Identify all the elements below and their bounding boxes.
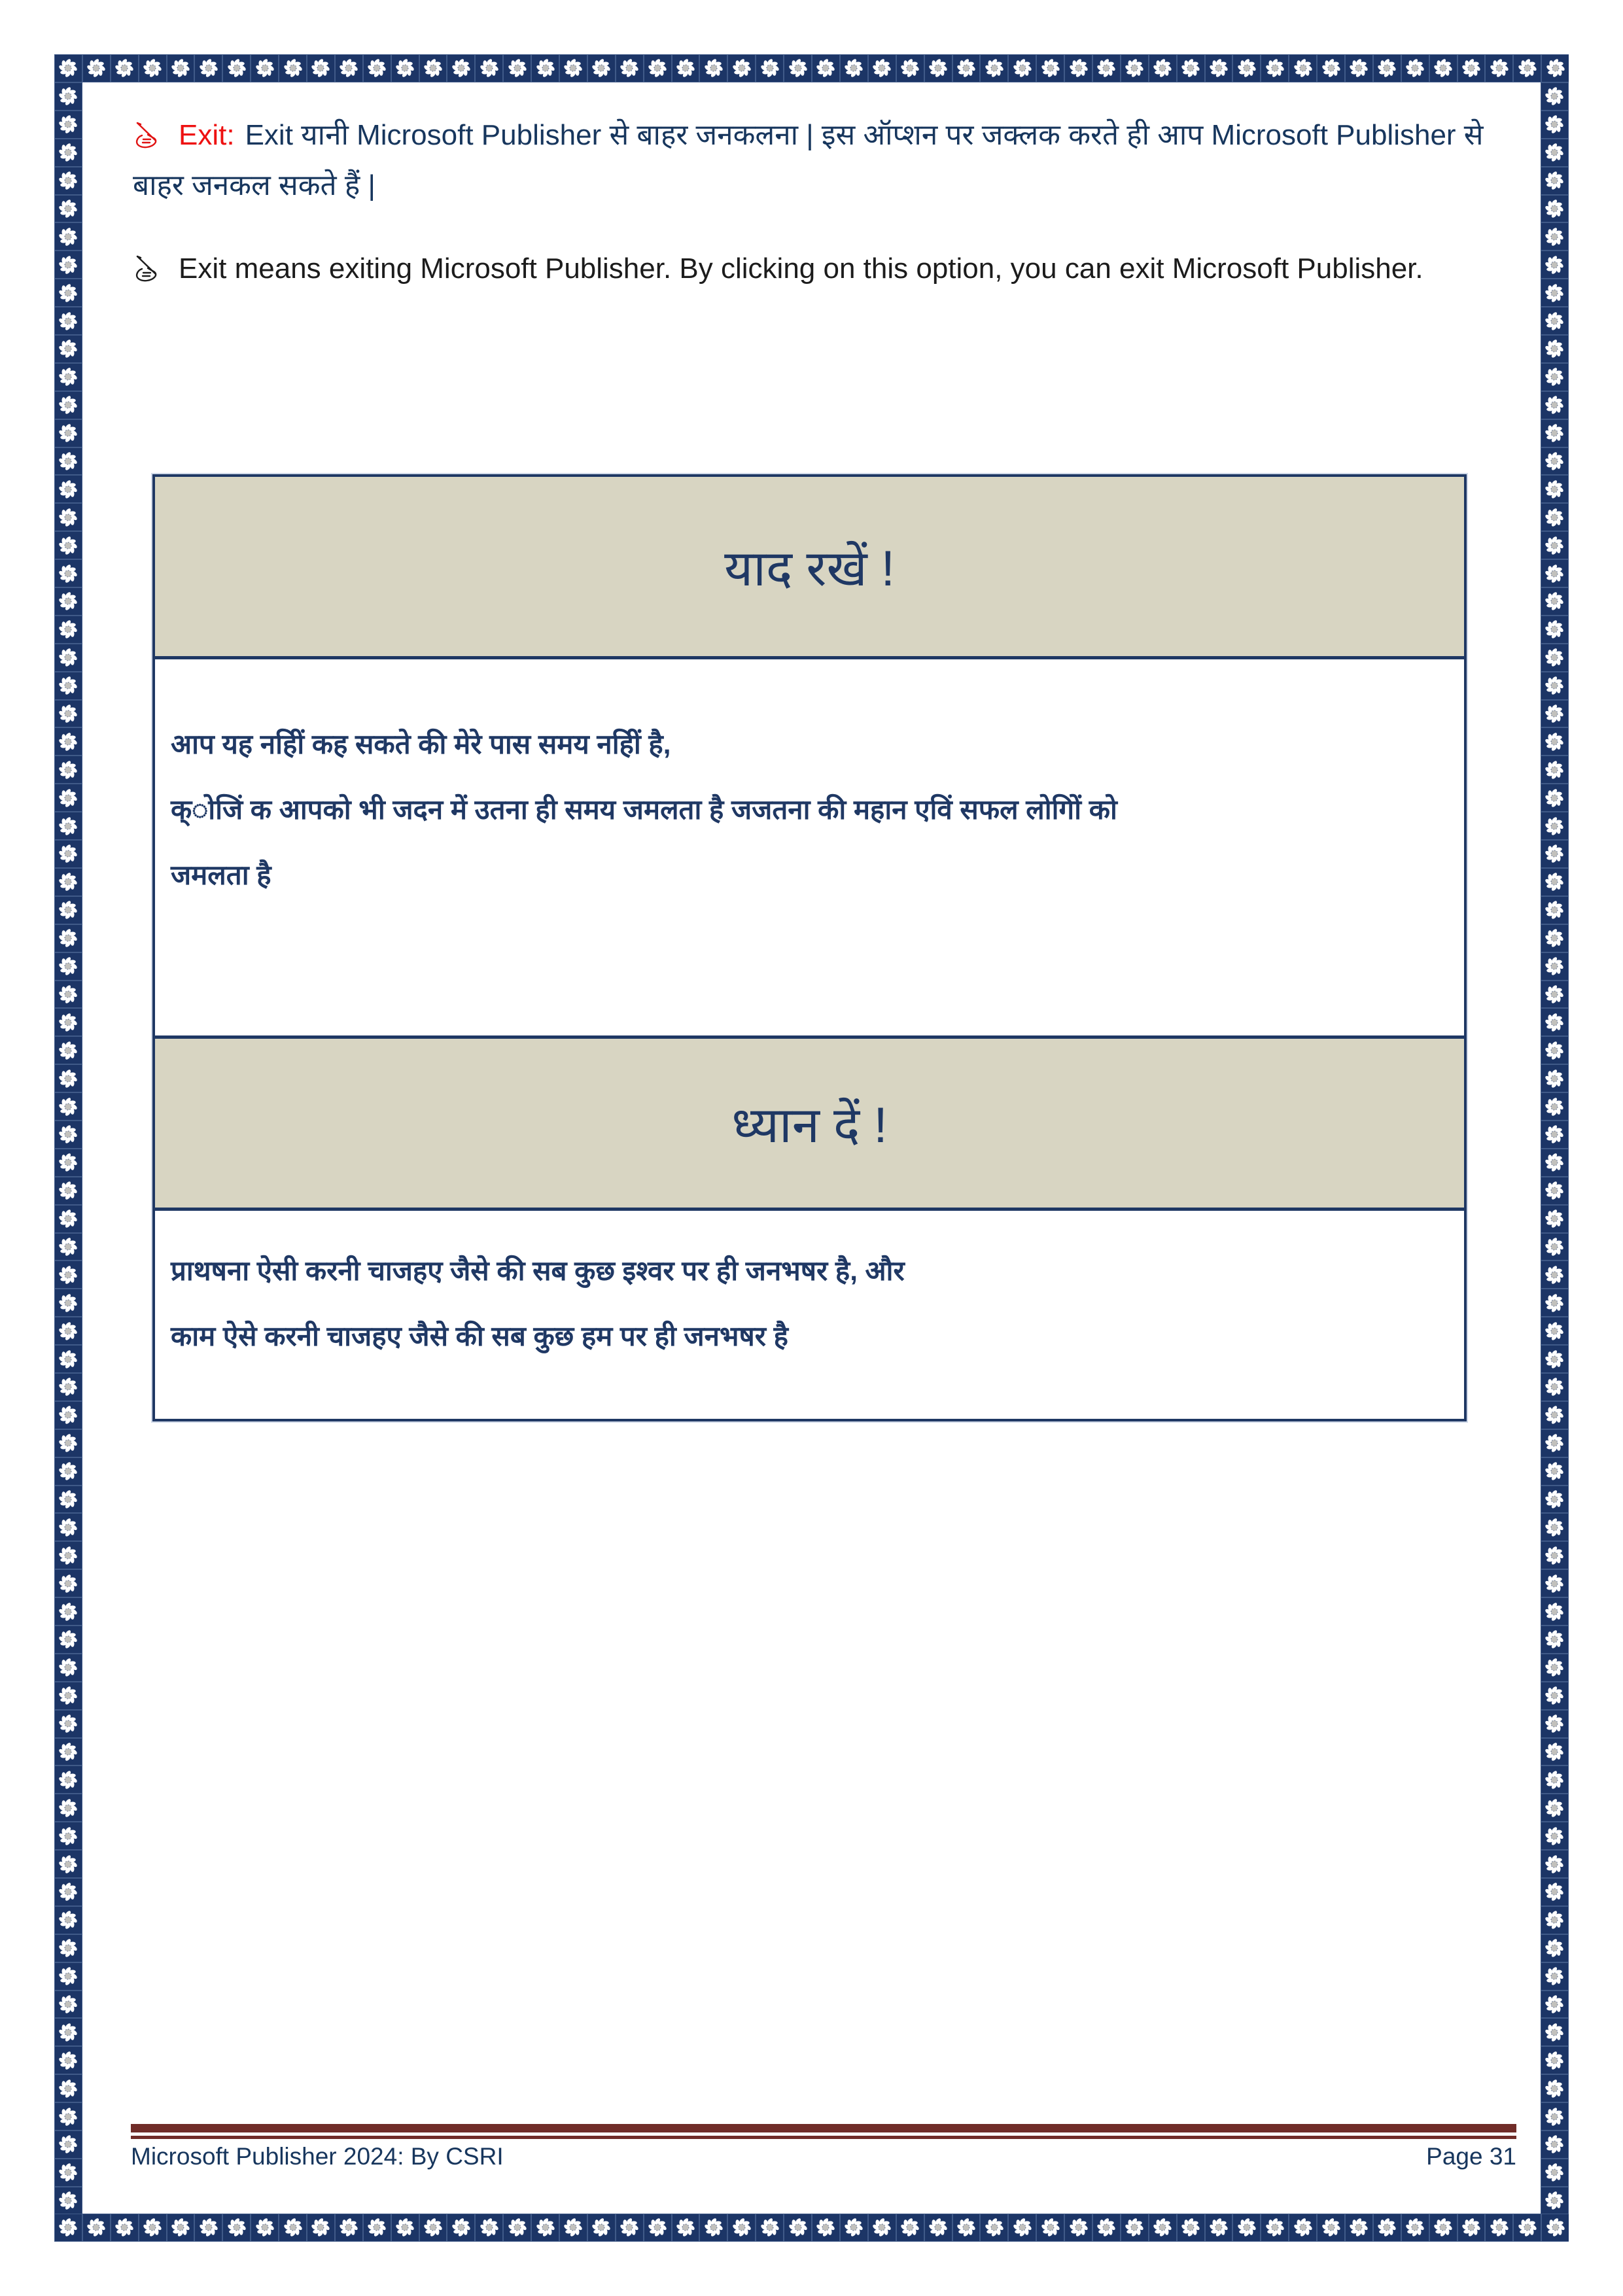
pinwheel-flower-icon: [54, 1177, 82, 1205]
pinwheel-flower-icon: [1541, 2214, 1569, 2242]
pinwheel-flower-icon: [980, 54, 1008, 82]
pinwheel-flower-icon: [82, 2214, 111, 2242]
pinwheel-flower-icon: [1541, 1429, 1569, 1457]
attention-line: काम ऐसे करनी चाजहए जैसे की सब कुछ हम पर ही जनभषर है: [171, 1321, 788, 1351]
pinwheel-flower-icon: [1541, 335, 1569, 363]
pinwheel-flower-icon: [54, 1261, 82, 1289]
pinwheel-flower-icon: [447, 2214, 475, 2242]
pinwheel-flower-icon: [1541, 1261, 1569, 1289]
pinwheel-flower-icon: [1541, 672, 1569, 700]
pinwheel-flower-icon: [1092, 2214, 1121, 2242]
pinwheel-flower-icon: [980, 2214, 1008, 2242]
pinwheel-flower-icon: [54, 1962, 82, 1991]
pinwheel-flower-icon: [139, 54, 167, 82]
pinwheel-flower-icon: [672, 54, 700, 82]
pinwheel-flower-icon: [54, 1906, 82, 1934]
exit-paragraph-hindi: [133, 110, 1507, 211]
footer-rule: [131, 2124, 1516, 2139]
pinwheel-flower-icon: [840, 2214, 868, 2242]
pinwheel-flower-icon: [1541, 1289, 1569, 1317]
pinwheel-flower-icon: [1541, 2018, 1569, 2046]
pinwheel-flower-icon: [111, 2214, 139, 2242]
attention-body: [155, 1211, 1464, 1419]
pinwheel-flower-icon: [1541, 1457, 1569, 1486]
pinwheel-flower-icon: [1036, 2214, 1064, 2242]
footer-left-text: Microsoft Publisher 2024: By CSRI: [131, 2143, 504, 2170]
pinwheel-flower-icon: [54, 812, 82, 840]
pinwheel-flower-icon: [54, 1822, 82, 1850]
pinwheel-flower-icon: [54, 1064, 82, 1092]
pinwheel-flower-icon: [54, 1092, 82, 1121]
pinwheel-flower-icon: [1008, 2214, 1036, 2242]
pinwheel-flower-icon: [1373, 2214, 1401, 2242]
pinwheel-flower-icon: [54, 475, 82, 503]
pinwheel-flower-icon: [1541, 868, 1569, 896]
pinwheel-flower-icon: [1541, 391, 1569, 419]
pinwheel-flower-icon: [1149, 54, 1177, 82]
pinwheel-flower-icon: [54, 1317, 82, 1345]
remember-line: जमलता है: [171, 860, 271, 890]
pinwheel-flower-icon: [475, 2214, 503, 2242]
pinwheel-flower-icon: [54, 1205, 82, 1233]
pinwheel-flower-icon: [1261, 54, 1289, 82]
pinwheel-flower-icon: [54, 1597, 82, 1626]
pinwheel-flower-icon: [1121, 54, 1149, 82]
pinwheel-flower-icon: [699, 54, 727, 82]
pinwheel-flower-icon: [1317, 54, 1345, 82]
pinwheel-flower-icon: [1541, 587, 1569, 616]
pinwheel-flower-icon: [1485, 54, 1513, 82]
pinwheel-flower-icon: [54, 1401, 82, 1429]
pinwheel-flower-icon: [54, 2131, 82, 2159]
pinwheel-flower-icon: [222, 2214, 251, 2242]
pinwheel-flower-icon: [1008, 54, 1036, 82]
pinwheel-flower-icon: [1541, 1626, 1569, 1654]
pinwheel-flower-icon: [1541, 1710, 1569, 1738]
pinwheel-flower-icon: [54, 1682, 82, 1710]
pinwheel-flower-icon: [812, 54, 840, 82]
writing-hand-icon: [133, 253, 169, 283]
pinwheel-flower-icon: [1541, 952, 1569, 981]
pinwheel-flower-icon: [531, 54, 559, 82]
pinwheel-flower-icon: [1541, 1541, 1569, 1569]
page-footer: [131, 2143, 1516, 2170]
pinwheel-flower-icon: [54, 391, 82, 419]
pinwheel-flower-icon: [1457, 54, 1486, 82]
pinwheel-flower-icon: [54, 840, 82, 868]
pinwheel-flower-icon: [54, 2102, 82, 2131]
pinwheel-flower-icon: [616, 54, 644, 82]
pinwheel-flower-icon: [1064, 2214, 1092, 2242]
remember-line: क्ोजिं क आपको भी जदन में उतना ही समय जमलता है जजतना की महान एविं सफल लोगोिं को: [171, 794, 1117, 825]
pinwheel-flower-icon: [54, 784, 82, 812]
pinwheel-flower-icon: [54, 1149, 82, 1177]
pinwheel-flower-icon: [194, 2214, 222, 2242]
pinwheel-flower-icon: [1541, 111, 1569, 139]
pinwheel-flower-icon: [1541, 1654, 1569, 1682]
pinwheel-flower-icon: [1541, 363, 1569, 391]
pinwheel-flower-icon: [924, 2214, 952, 2242]
pinwheel-flower-icon: [54, 1626, 82, 1654]
pinwheel-flower-icon: [1541, 2187, 1569, 2214]
pinwheel-flower-icon: [54, 503, 82, 531]
pinwheel-flower-icon: [587, 2214, 616, 2242]
pinwheel-flower-icon: [419, 54, 447, 82]
pinwheel-flower-icon: [194, 54, 222, 82]
pinwheel-flower-icon: [54, 1878, 82, 1906]
pinwheel-flower-icon: [1541, 924, 1569, 952]
pinwheel-flower-icon: [54, 2074, 82, 2102]
pinwheel-flower-icon: [251, 2214, 279, 2242]
pinwheel-flower-icon: [868, 54, 896, 82]
ornamental-border-top: [54, 54, 1569, 82]
pinwheel-flower-icon: [54, 307, 82, 335]
pinwheel-flower-icon: [644, 2214, 672, 2242]
pinwheel-flower-icon: [1205, 54, 1233, 82]
pinwheel-flower-icon: [1541, 1569, 1569, 1597]
pinwheel-flower-icon: [1541, 1121, 1569, 1149]
pinwheel-flower-icon: [1541, 896, 1569, 924]
pinwheel-flower-icon: [335, 2214, 363, 2242]
pinwheel-flower-icon: [54, 2187, 82, 2214]
pinwheel-flower-icon: [1541, 1177, 1569, 1205]
pinwheel-flower-icon: [1541, 54, 1569, 82]
pinwheel-flower-icon: [952, 2214, 981, 2242]
pinwheel-flower-icon: [279, 54, 307, 82]
pinwheel-flower-icon: [812, 2214, 840, 2242]
pinwheel-flower-icon: [54, 531, 82, 559]
pinwheel-flower-icon: [54, 1373, 82, 1401]
pinwheel-flower-icon: [475, 54, 503, 82]
pinwheel-flower-icon: [1541, 222, 1569, 251]
pinwheel-flower-icon: [1289, 54, 1317, 82]
pinwheel-flower-icon: [167, 2214, 195, 2242]
pinwheel-flower-icon: [1541, 1991, 1569, 2019]
pinwheel-flower-icon: [952, 54, 981, 82]
pinwheel-flower-icon: [1513, 54, 1541, 82]
remember-line: आप यह नहीिं कह सकते की मेरे पास समय नहीिं है,: [171, 729, 671, 759]
pinwheel-flower-icon: [1541, 616, 1569, 644]
pinwheel-flower-icon: [1457, 2214, 1486, 2242]
pinwheel-flower-icon: [54, 222, 82, 251]
exit-label: Exit:: [179, 119, 235, 151]
pinwheel-flower-icon: [1232, 54, 1261, 82]
pinwheel-flower-icon: [54, 1541, 82, 1569]
pinwheel-flower-icon: [1541, 644, 1569, 672]
pinwheel-flower-icon: [54, 1457, 82, 1486]
pinwheel-flower-icon: [784, 54, 812, 82]
pinwheel-flower-icon: [1541, 1597, 1569, 1626]
attention-header: [155, 1039, 1464, 1211]
pinwheel-flower-icon: [1401, 2214, 1429, 2242]
pinwheel-flower-icon: [1541, 1878, 1569, 1906]
pinwheel-flower-icon: [727, 2214, 756, 2242]
pinwheel-flower-icon: [1541, 2102, 1569, 2131]
pinwheel-flower-icon: [54, 559, 82, 587]
pinwheel-flower-icon: [54, 279, 82, 307]
pinwheel-flower-icon: [307, 54, 335, 82]
pinwheel-flower-icon: [54, 2046, 82, 2074]
exit-paragraph-english-text: Exit means exiting Microsoft Publisher. By clicking on this option, you can exit Microsoft Publisher.: [179, 252, 1423, 285]
remember-title: याद रखें !: [724, 540, 895, 597]
pinwheel-flower-icon: [54, 700, 82, 728]
pinwheel-flower-icon: [54, 1850, 82, 1878]
pinwheel-flower-icon: [1121, 2214, 1149, 2242]
pinwheel-flower-icon: [1485, 2214, 1513, 2242]
pinwheel-flower-icon: [1541, 981, 1569, 1009]
pinwheel-flower-icon: [1064, 54, 1092, 82]
pinwheel-flower-icon: [1541, 1149, 1569, 1177]
pinwheel-flower-icon: [1541, 139, 1569, 167]
pinwheel-flower-icon: [1149, 2214, 1177, 2242]
pinwheel-flower-icon: [391, 54, 419, 82]
ornamental-border-bottom: [54, 2214, 1569, 2242]
pinwheel-flower-icon: [1345, 54, 1373, 82]
pinwheel-flower-icon: [54, 1991, 82, 2019]
pinwheel-flower-icon: [1541, 2046, 1569, 2074]
pinwheel-flower-icon: [54, 195, 82, 223]
pinwheel-flower-icon: [1541, 2159, 1569, 2187]
pinwheel-flower-icon: [1317, 2214, 1345, 2242]
pinwheel-flower-icon: [587, 54, 616, 82]
pinwheel-flower-icon: [54, 1008, 82, 1036]
pinwheel-flower-icon: [1541, 503, 1569, 531]
pinwheel-flower-icon: [54, 1710, 82, 1738]
pinwheel-flower-icon: [1541, 279, 1569, 307]
pinwheel-flower-icon: [54, 587, 82, 616]
pinwheel-flower-icon: [111, 54, 139, 82]
pinwheel-flower-icon: [1541, 1906, 1569, 1934]
pinwheel-flower-icon: [82, 54, 111, 82]
pinwheel-flower-icon: [1177, 2214, 1205, 2242]
pinwheel-flower-icon: [1541, 700, 1569, 728]
ornamental-border-right: [1541, 82, 1569, 2214]
pinwheel-flower-icon: [503, 2214, 531, 2242]
pinwheel-flower-icon: [1541, 1962, 1569, 1991]
pinwheel-flower-icon: [54, 1738, 82, 1766]
pinwheel-flower-icon: [1541, 2074, 1569, 2102]
pinwheel-flower-icon: [1541, 1092, 1569, 1121]
pinwheel-flower-icon: [924, 54, 952, 82]
pinwheel-flower-icon: [1541, 1345, 1569, 1373]
pinwheel-flower-icon: [1541, 475, 1569, 503]
pinwheel-flower-icon: [251, 54, 279, 82]
pinwheel-flower-icon: [1092, 54, 1121, 82]
pinwheel-flower-icon: [1541, 1036, 1569, 1064]
pinwheel-flower-icon: [1429, 54, 1457, 82]
pinwheel-flower-icon: [54, 447, 82, 476]
pinwheel-flower-icon: [54, 756, 82, 784]
pinwheel-flower-icon: [1289, 2214, 1317, 2242]
pinwheel-flower-icon: [54, 981, 82, 1009]
pinwheel-flower-icon: [1541, 82, 1569, 111]
pinwheel-flower-icon: [1541, 1794, 1569, 1822]
pinwheel-flower-icon: [1541, 1233, 1569, 1261]
pinwheel-flower-icon: [1541, 1317, 1569, 1345]
pinwheel-flower-icon: [784, 2214, 812, 2242]
footer-page-number: Page 31: [1426, 2143, 1516, 2170]
pinwheel-flower-icon: [896, 54, 924, 82]
pinwheel-flower-icon: [54, 167, 82, 195]
pinwheel-flower-icon: [54, 1513, 82, 1541]
pinwheel-flower-icon: [1541, 756, 1569, 784]
pinwheel-flower-icon: [54, 1289, 82, 1317]
pinwheel-flower-icon: [363, 2214, 391, 2242]
pinwheel-flower-icon: [1541, 531, 1569, 559]
pinwheel-flower-icon: [54, 139, 82, 167]
pinwheel-flower-icon: [1541, 1822, 1569, 1850]
pinwheel-flower-icon: [54, 1233, 82, 1261]
pinwheel-flower-icon: [54, 1121, 82, 1149]
pinwheel-flower-icon: [1541, 1064, 1569, 1092]
pinwheel-flower-icon: [1541, 727, 1569, 756]
pinwheel-flower-icon: [54, 952, 82, 981]
pinwheel-flower-icon: [54, 1345, 82, 1373]
pinwheel-flower-icon: [1541, 1765, 1569, 1794]
pinwheel-flower-icon: [1373, 54, 1401, 82]
pinwheel-flower-icon: [54, 111, 82, 139]
pinwheel-flower-icon: [644, 54, 672, 82]
pinwheel-flower-icon: [1261, 2214, 1289, 2242]
pinwheel-flower-icon: [1541, 812, 1569, 840]
pinwheel-flower-icon: [54, 868, 82, 896]
pinwheel-flower-icon: [616, 2214, 644, 2242]
pinwheel-flower-icon: [727, 54, 756, 82]
pinwheel-flower-icon: [54, 2214, 82, 2242]
remember-header: [155, 477, 1464, 659]
pinwheel-flower-icon: [1541, 1401, 1569, 1429]
attention-title: ध्यान दें !: [731, 1097, 888, 1153]
pinwheel-flower-icon: [54, 672, 82, 700]
pinwheel-flower-icon: [279, 2214, 307, 2242]
pinwheel-flower-icon: [1177, 54, 1205, 82]
pinwheel-flower-icon: [363, 54, 391, 82]
pinwheel-flower-icon: [54, 419, 82, 447]
pinwheel-flower-icon: [559, 54, 587, 82]
pinwheel-flower-icon: [54, 54, 82, 82]
pinwheel-flower-icon: [54, 1036, 82, 1064]
pinwheel-flower-icon: [531, 2214, 559, 2242]
pinwheel-flower-icon: [1513, 2214, 1541, 2242]
pinwheel-flower-icon: [1541, 1205, 1569, 1233]
pinwheel-flower-icon: [1541, 1682, 1569, 1710]
pinwheel-flower-icon: [1429, 2214, 1457, 2242]
pinwheel-flower-icon: [54, 1654, 82, 1682]
pinwheel-flower-icon: [559, 2214, 587, 2242]
pinwheel-flower-icon: [54, 1569, 82, 1597]
writing-hand-icon: [133, 120, 169, 150]
pinwheel-flower-icon: [54, 2159, 82, 2187]
pinwheel-flower-icon: [868, 2214, 896, 2242]
ornamental-border-left: [54, 82, 82, 2214]
pinwheel-flower-icon: [672, 2214, 700, 2242]
pinwheel-flower-icon: [756, 2214, 784, 2242]
pinwheel-flower-icon: [1541, 1486, 1569, 1514]
pinwheel-flower-icon: [699, 2214, 727, 2242]
pinwheel-flower-icon: [1541, 195, 1569, 223]
pinwheel-flower-icon: [54, 896, 82, 924]
pinwheel-flower-icon: [1541, 559, 1569, 587]
pinwheel-flower-icon: [447, 54, 475, 82]
pinwheel-flower-icon: [1541, 1934, 1569, 1962]
pinwheel-flower-icon: [1541, 840, 1569, 868]
pinwheel-flower-icon: [54, 1934, 82, 1962]
pinwheel-flower-icon: [1541, 1850, 1569, 1878]
exit-paragraph-english: [133, 243, 1507, 294]
pinwheel-flower-icon: [1036, 54, 1064, 82]
pinwheel-flower-icon: [54, 1794, 82, 1822]
pinwheel-flower-icon: [167, 54, 195, 82]
pinwheel-flower-icon: [1541, 1513, 1569, 1541]
pinwheel-flower-icon: [1232, 2214, 1261, 2242]
pinwheel-flower-icon: [335, 54, 363, 82]
remember-body: [155, 659, 1464, 1039]
pinwheel-flower-icon: [54, 2018, 82, 2046]
pinwheel-flower-icon: [1541, 167, 1569, 195]
exit-paragraph-hindi-text: Exit यानी Microsoft Publisher से बाहर जनकलना | इस ऑप्शन पर जक्लक करते ही आप Microsoft Publisher से बाहर जनकल सकते हैं |: [133, 119, 1484, 201]
pinwheel-flower-icon: [54, 1765, 82, 1794]
pinwheel-flower-icon: [1541, 2131, 1569, 2159]
pinwheel-flower-icon: [1541, 419, 1569, 447]
pinwheel-flower-icon: [54, 616, 82, 644]
pinwheel-flower-icon: [1541, 1373, 1569, 1401]
pinwheel-flower-icon: [54, 644, 82, 672]
pinwheel-flower-icon: [54, 335, 82, 363]
attention-line: प्राथषना ऐसी करनी चाजहए जैसे की सब कुछ इश्वर पर ही जनभषर है, और: [171, 1255, 905, 1286]
pinwheel-flower-icon: [1541, 1008, 1569, 1036]
pinwheel-flower-icon: [54, 82, 82, 111]
pinwheel-flower-icon: [54, 251, 82, 279]
footer-rule-thick: [131, 2124, 1516, 2132]
pinwheel-flower-icon: [54, 363, 82, 391]
pinwheel-flower-icon: [1541, 307, 1569, 335]
pinwheel-flower-icon: [1205, 2214, 1233, 2242]
pinwheel-flower-icon: [503, 54, 531, 82]
pinwheel-flower-icon: [391, 2214, 419, 2242]
pinwheel-flower-icon: [307, 2214, 335, 2242]
pinwheel-flower-icon: [419, 2214, 447, 2242]
pinwheel-flower-icon: [54, 1429, 82, 1457]
pinwheel-flower-icon: [896, 2214, 924, 2242]
note-table: [152, 474, 1467, 1421]
pinwheel-flower-icon: [756, 54, 784, 82]
pinwheel-flower-icon: [54, 727, 82, 756]
pinwheel-flower-icon: [54, 1486, 82, 1514]
pinwheel-flower-icon: [222, 54, 251, 82]
pinwheel-flower-icon: [1541, 1738, 1569, 1766]
pinwheel-flower-icon: [54, 924, 82, 952]
pinwheel-flower-icon: [1541, 784, 1569, 812]
pinwheel-flower-icon: [1345, 2214, 1373, 2242]
pinwheel-flower-icon: [139, 2214, 167, 2242]
footer-rule-thin: [131, 2136, 1516, 2139]
pinwheel-flower-icon: [1541, 251, 1569, 279]
pinwheel-flower-icon: [840, 54, 868, 82]
pinwheel-flower-icon: [1541, 447, 1569, 476]
pinwheel-flower-icon: [1401, 54, 1429, 82]
